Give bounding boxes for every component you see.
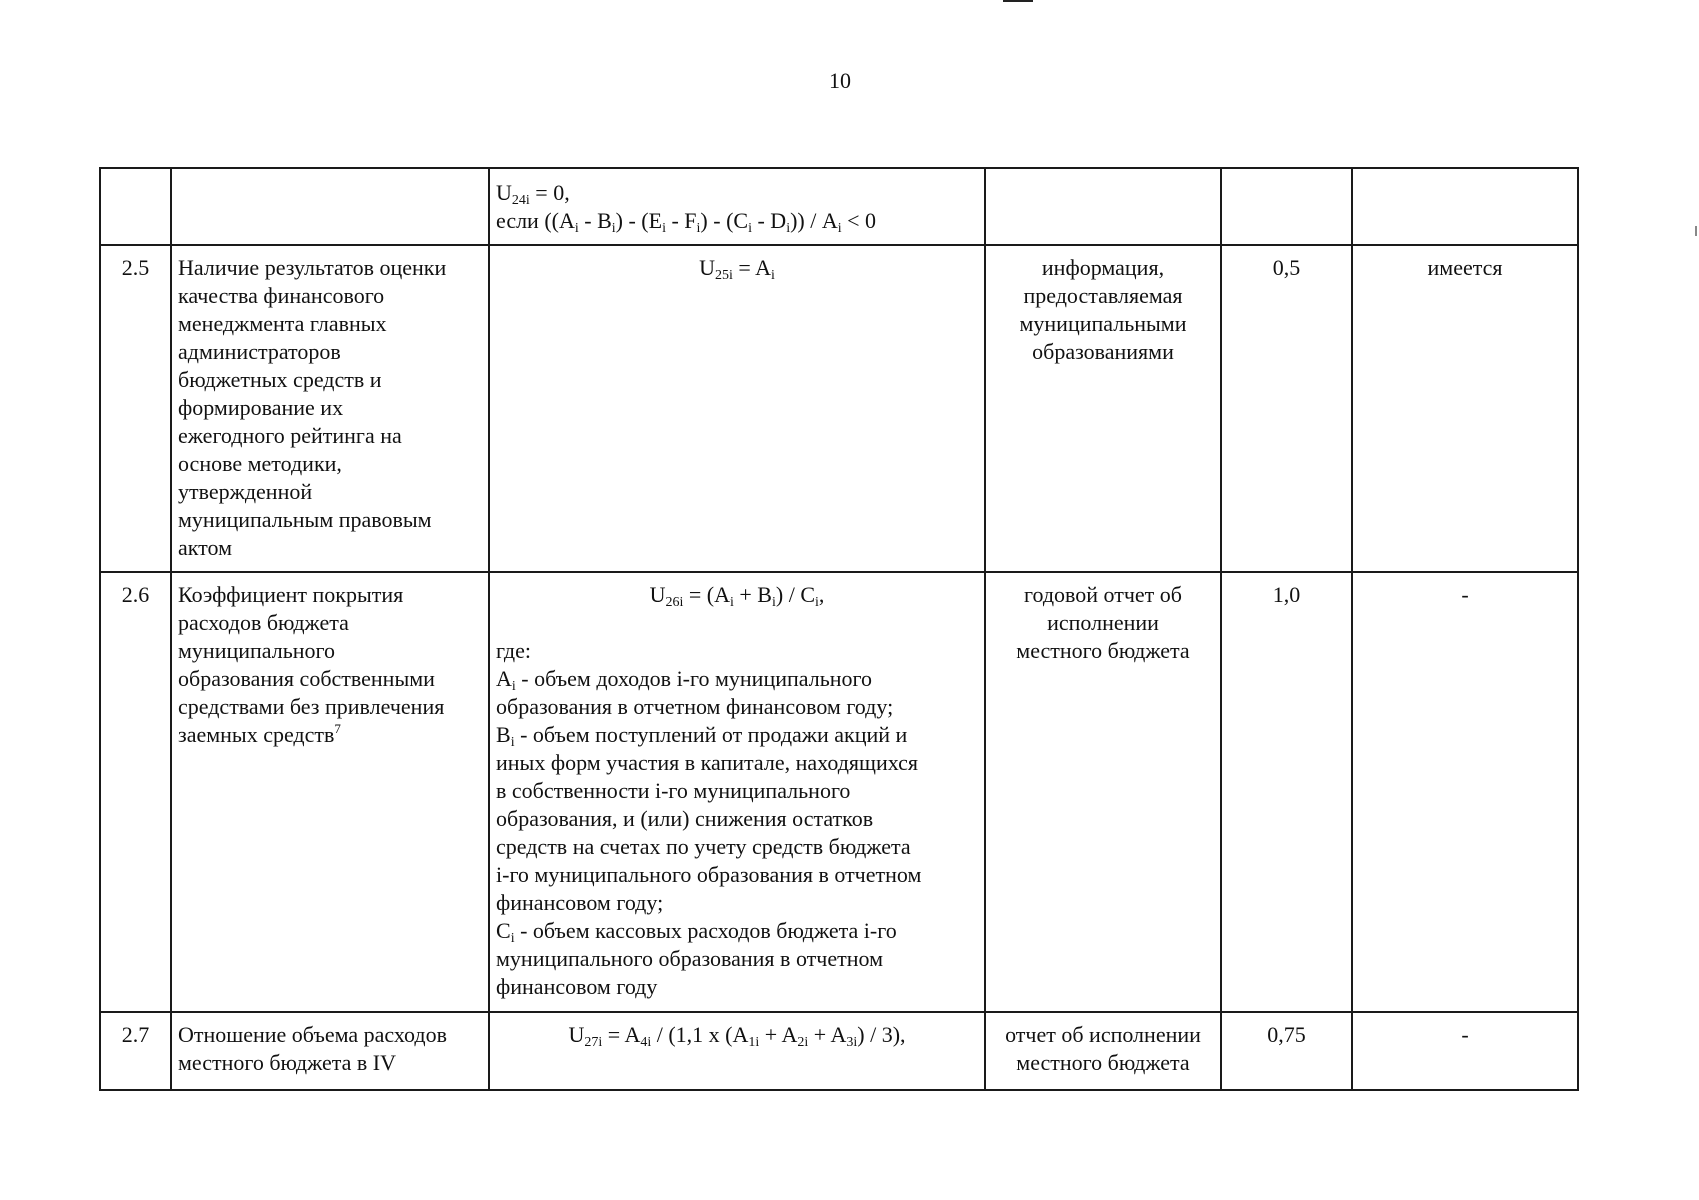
data-source bbox=[985, 168, 1221, 245]
note-value: имеется bbox=[1352, 245, 1578, 572]
definition-c: $C_i$ - объем кассовых расходов бюджета i-го муниципального образования в отчетном финансовом году bbox=[496, 918, 897, 999]
weight-value: 1,0 bbox=[1221, 572, 1352, 1012]
indicator-name bbox=[171, 168, 489, 245]
definition-b: $B_i$ - объем поступлений от продажи акций и иных форм участия в капитале, находящихся в собственности i-го муниципального образования, и (или) снижения остатков средств на счетах по учету средств бюджета i-го муниципального образования в отчетном финансовом году; bbox=[496, 722, 922, 915]
row-number: 2.6 bbox=[100, 572, 171, 1012]
table-row-2-5 bbox=[100, 245, 1578, 572]
right-edge-mark bbox=[1695, 226, 1697, 236]
data-source: годовой отчет об исполнении местного бюджета bbox=[985, 572, 1221, 1012]
formula-condition: если $((A_i - B_i) - (E_i - F_i) - (C_i - D_i)) / A_i < 0$ bbox=[496, 208, 877, 236]
formula-line: $U_{26i} = (A_i + B_i) / C_i$, bbox=[649, 582, 825, 610]
formula-line: $U_{24i} = 0$, bbox=[496, 180, 570, 208]
formula-line: $U_{25i} = A_i$ bbox=[699, 255, 775, 283]
footnote-marker: 7 bbox=[334, 721, 341, 736]
weight-value: 0,5 bbox=[1221, 245, 1352, 572]
weight-value: 0,75 bbox=[1221, 1012, 1352, 1090]
data-source: отчет об исполнении местного бюджета bbox=[985, 1012, 1221, 1090]
indicator-name-text: Коэффициент покрытия расходов бюджета муниципального образования собственными средствами без привлечения заемных средств bbox=[178, 582, 445, 747]
top-edge-mark bbox=[1003, 0, 1033, 2]
data-source: информация, предоставляемая муниципальными образованиями bbox=[985, 245, 1221, 572]
table-row-continuation bbox=[100, 168, 1578, 245]
formula-cell bbox=[489, 1012, 985, 1090]
indicator-name bbox=[171, 572, 489, 1012]
formula-cell bbox=[489, 168, 985, 245]
note-value bbox=[1352, 168, 1578, 245]
table-row-2-6 bbox=[100, 572, 1578, 1012]
row-number: 2.7 bbox=[100, 1012, 171, 1090]
row-number bbox=[100, 168, 171, 245]
note-value: - bbox=[1352, 572, 1578, 1012]
weight-value bbox=[1221, 168, 1352, 245]
where-label: где: bbox=[496, 638, 531, 663]
formula-line: $U_{27i} = A_{4i} / (1,1$ x $(A_{1i} + A_{2i} + A_{3i}) / 3$), bbox=[568, 1022, 906, 1050]
formula-cell bbox=[489, 572, 985, 1012]
indicator-name: Отношение объема расходов местного бюджета в IV bbox=[171, 1012, 489, 1090]
note-value: - bbox=[1352, 1012, 1578, 1090]
row-number: 2.5 bbox=[100, 245, 171, 572]
table-row-2-7 bbox=[100, 1012, 1578, 1090]
page-number: 10 bbox=[829, 68, 851, 93]
formula-cell bbox=[489, 245, 985, 572]
indicators-table bbox=[99, 167, 1579, 1091]
indicator-name: Наличие результатов оценки качества финансового менеджмента главных администраторов бюджетных средств и формирование их ежегодного рейтинга на основе методики, утвержденной муниципальным правовым актом bbox=[171, 245, 489, 572]
definition-a: $A_i$ - объем доходов i-го муниципального образования в отчетном финансовом году; bbox=[496, 666, 894, 719]
